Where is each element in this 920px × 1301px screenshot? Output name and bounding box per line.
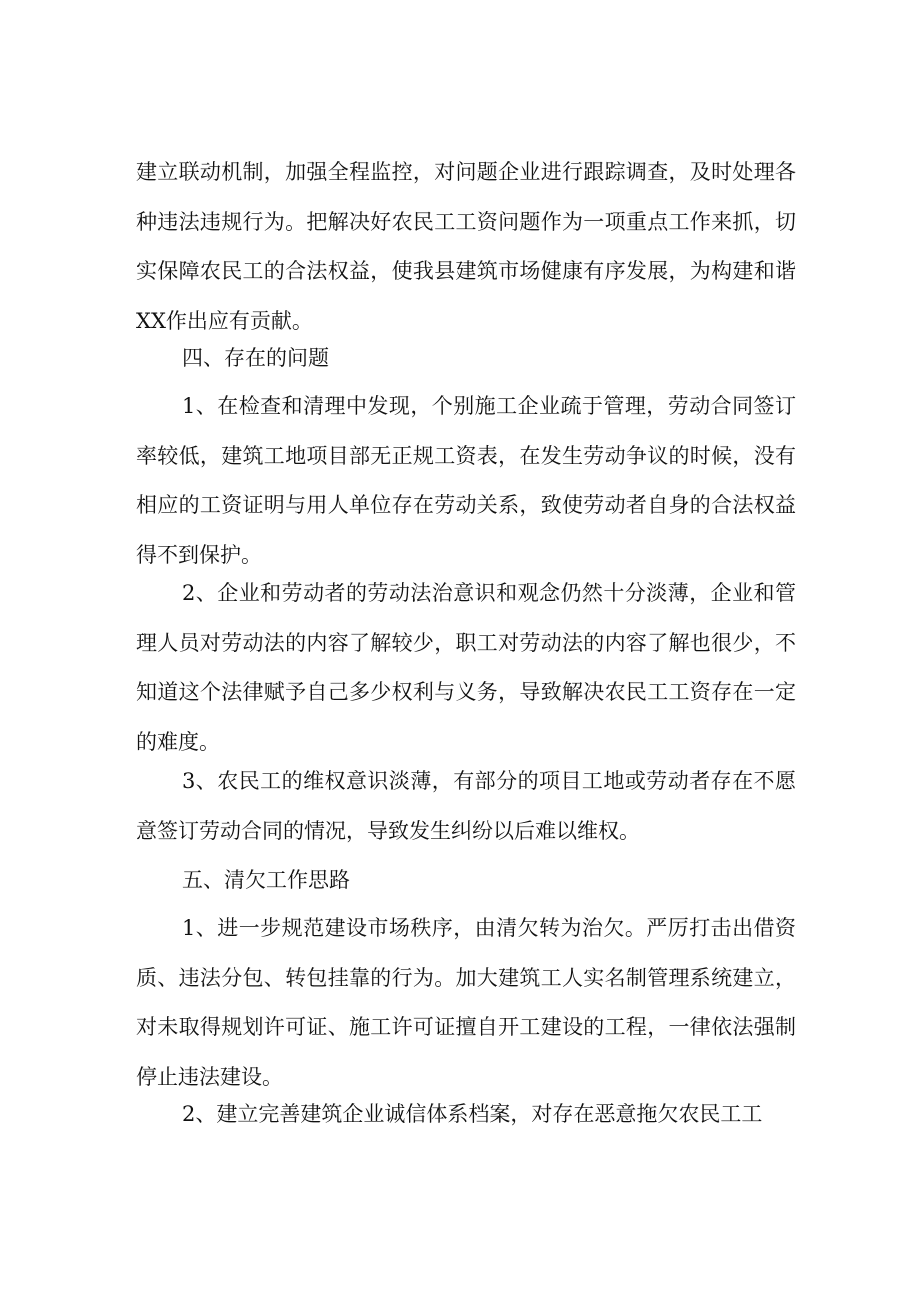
paragraph-continuation: 建立联动机制，加强全程监控，对问题企业进行跟踪调查，及时处理各种违法违规行为。把解决好农民工工资问题作为一项重点工作来抓，切实保障农民工的合法权益，使我县建筑市场健康有序发展，为构建和谐XX作出应有贡献。 — [136, 160, 796, 333]
section-heading-problems: 四、存在的问题 — [182, 346, 329, 370]
paragraph-problem-1: 1、在检查和清理中发现，个别施工企业疏于管理，劳动合同签订率较低，建筑工地项目部无正规工资表，在发生劳动争议的时候，没有相应的工资证明与用人单位存在劳动关系，致使劳动者自身的合法权益得不到保护。 — [136, 394, 796, 567]
paragraph-problem-2: 2、企业和劳动者的劳动法治意识和观念仍然十分淡薄，企业和管理人员对劳动法的内容了解较少，职工对劳动法的内容了解也很少，不知道这个法律赋予自己多少权利与义务，导致解决农民工工资存在一定的难度。 — [136, 581, 796, 754]
section-heading-work-plan: 五、清欠工作思路 — [182, 868, 350, 892]
paragraph-plan-1: 1、进一步规范建设市场秩序，由清欠转为治欠。严厉打击出借资质、违法分包、转包挂靠的行为。加大建筑工人实名制管理系统建立，对未取得规划许可证、施工许可证擅自开工建设的工程，一律依法强制停止违法建设。 — [136, 916, 796, 1089]
paragraph-problem-3: 3、农民工的维权意识淡薄，有部分的项目工地或劳动者存在不愿意签订劳动合同的情况，导致发生纠纷以后难以维权。 — [136, 769, 796, 843]
paragraph-plan-2: 2、建立完善建筑企业诚信体系档案，对存在恶意拖欠农民工工 — [182, 1102, 763, 1126]
